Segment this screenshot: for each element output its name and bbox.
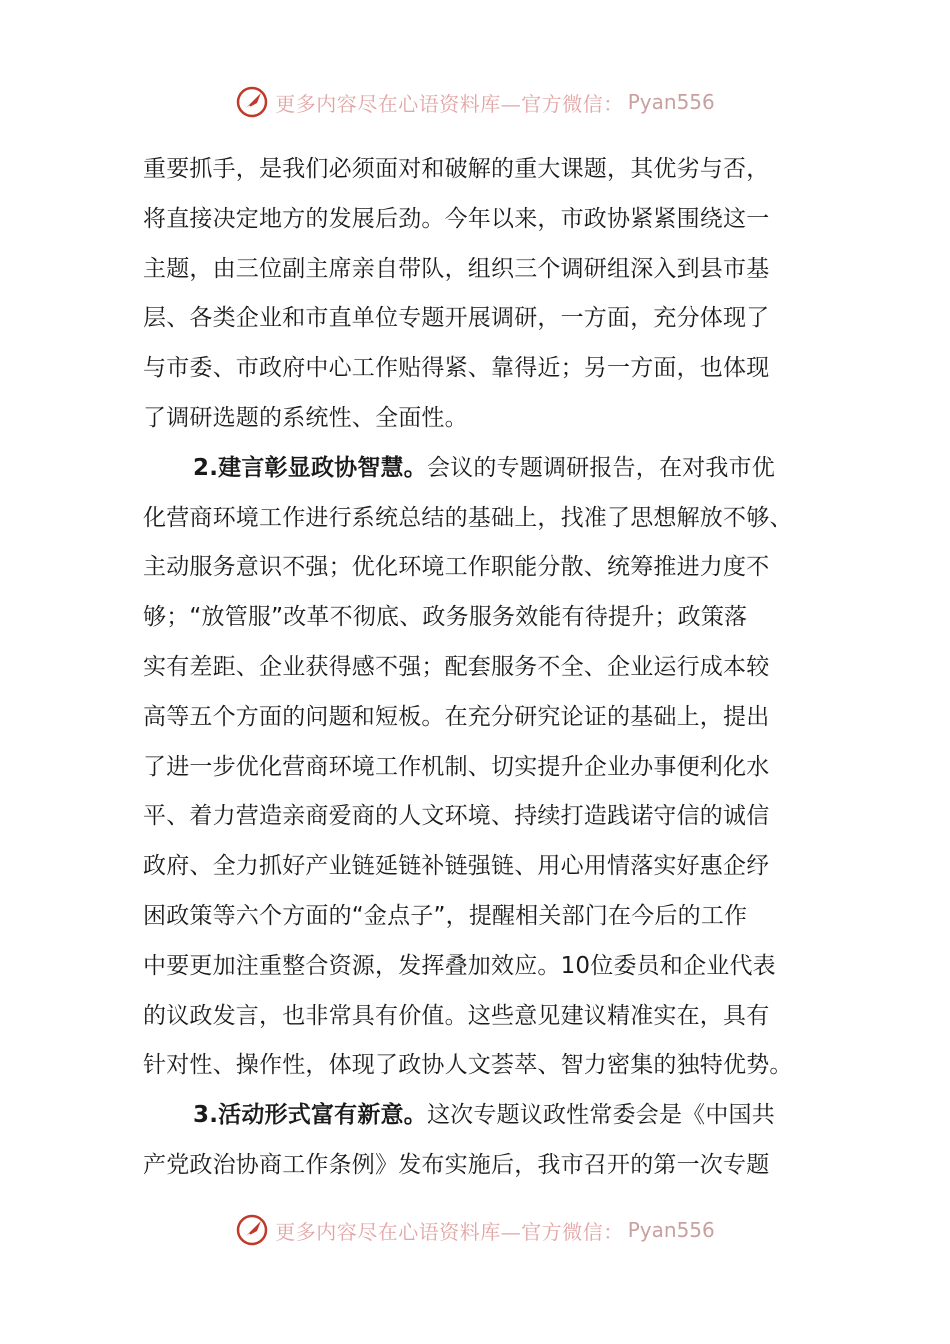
- banner-text: 更多内容尽在心语资料库—官方微信：: [275, 1219, 624, 1244]
- line-text: 够；“放管服”改革不彻底、政务服务效能有待提升；政策落: [143, 604, 748, 631]
- line-text: 困政策等六个方面的“金点子”，提醒相关部门在今后的工作: [143, 902, 748, 929]
- text-line: [143, 743, 808, 793]
- line-text: 了进一步优化营商环境工作机制、切实提升企业办事便利化水: [143, 753, 770, 780]
- text-line: [143, 394, 808, 444]
- line-text: 主动服务意识不强；优化环境工作职能分散、统筹推进力度不: [143, 554, 770, 581]
- text-line: [143, 1091, 808, 1141]
- line-text: 化营商环境工作进行系统总结的基础上，找准了思想解放不够、: [143, 504, 793, 531]
- text-line: [143, 643, 808, 693]
- line-text: 中要更加注重整合资源，发挥叠加效应。10位委员和企业代表: [143, 952, 776, 979]
- text-line: [143, 444, 808, 494]
- line-text: 这次专题议政性常委会是《中国共: [426, 1102, 775, 1129]
- line-text: 实有差距、企业获得感不强；配套服务不全、企业运行成本较: [143, 653, 770, 680]
- banner-wechat-id: Pyan556: [627, 1218, 715, 1242]
- text-line: [143, 942, 808, 992]
- footer-banner: [0, 1210, 950, 1250]
- section-heading: 2.建言彰显政协智慧。: [193, 454, 427, 481]
- text-line: [143, 494, 808, 544]
- text-line: [143, 195, 808, 245]
- text-line: [143, 1141, 808, 1191]
- line-text: 将直接决定地方的发展后劲。今年以来，市政协紧紧围绕这一: [143, 205, 770, 232]
- text-line: [143, 294, 808, 344]
- banner-text: 更多内容尽在心语资料库—官方微信：: [275, 91, 624, 116]
- text-line: [143, 892, 808, 942]
- quill-logo-icon: [235, 1213, 269, 1247]
- line-text: 针对性、操作性，体现了政协人文荟萃、智力密集的独特优势。: [143, 1052, 793, 1079]
- section-heading: 3.活动形式富有新意。: [193, 1102, 427, 1129]
- line-text: 平、着力营造亲商爱商的人文环境、持续打造践诺守信的诚信: [143, 803, 770, 830]
- line-text: 产党政治协商工作条例》发布实施后，我市召开的第一次专题: [143, 1151, 770, 1178]
- text-line: [143, 792, 808, 842]
- text-line: [143, 593, 808, 643]
- document-body: [143, 145, 808, 1191]
- text-line: [143, 992, 808, 1042]
- banner-wechat-id: Pyan556: [627, 90, 715, 114]
- line-text: 政府、全力抓好产业链延链补链强链、用心用情落实好惠企纾: [143, 853, 770, 880]
- text-line: [143, 693, 808, 743]
- text-line: [143, 1041, 808, 1091]
- line-text: 层、各类企业和市直单位专题开展调研，一方面，充分体现了: [143, 305, 770, 332]
- line-text: 了调研选题的系统性、全面性。: [143, 404, 468, 431]
- line-text: 与市委、市政府中心工作贴得紧、靠得近；另一方面，也体现: [143, 355, 770, 382]
- text-line: [143, 344, 808, 394]
- line-text: 重要抓手，是我们必须面对和破解的重大课题，其优劣与否，: [143, 156, 770, 182]
- line-text: 会议的专题调研报告，在对我市优: [426, 454, 775, 481]
- header-banner: [0, 82, 950, 122]
- text-line: [143, 842, 808, 892]
- text-line: [143, 543, 808, 593]
- text-line: [143, 145, 808, 195]
- quill-logo-icon: [235, 85, 269, 119]
- text-line: [143, 245, 808, 295]
- line-text: 主题，由三位副主席亲自带队，组织三个调研组深入到县市基: [143, 255, 770, 282]
- line-text: 的议政发言，也非常具有价值。这些意见建议精准实在，具有: [143, 1002, 770, 1029]
- line-text: 高等五个方面的问题和短板。在充分研究论证的基础上，提出: [143, 703, 770, 730]
